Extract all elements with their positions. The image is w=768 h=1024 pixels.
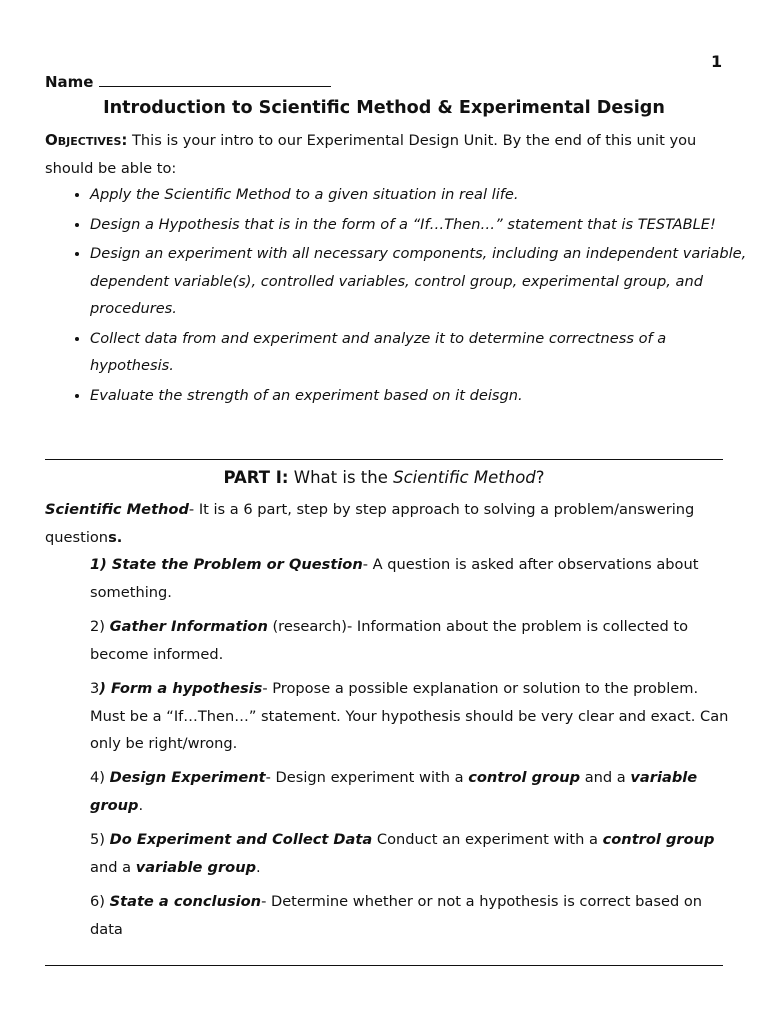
objective-item: • Collect data from and experiment and analyze it to determine correctness of a hypothesis.	[90, 325, 750, 380]
part-1-end: ?	[535, 468, 545, 487]
step-description: - Determine whether or not a hypothesis is correct based on data	[90, 893, 703, 938]
step-connector: and a	[90, 858, 136, 876]
step-number: 2)	[90, 618, 110, 635]
step-term: variable group	[90, 769, 698, 814]
step-description: - Propose a possible explanation or solution to the problem. Must be a “If…Then…” statement. Your hypothesis should be very clear and exact. Can only be right/wrong.	[90, 680, 729, 752]
page-number: 1	[711, 52, 723, 71]
step-5	[90, 826, 730, 881]
scientific-method-text: - It is a 6 part, step by step approach to solving a problem/answering question	[45, 501, 695, 546]
section-divider-bottom	[45, 965, 723, 966]
step-2	[90, 613, 730, 668]
step-title: 1) State the Problem or Question	[90, 556, 363, 573]
step-title: Gather Information	[109, 618, 268, 635]
objective-item: • Design an experiment with all necessary components, including an independent variable, dependent variable(s), controlled variables, control group, experimental group, and procedures.	[90, 240, 750, 323]
scientific-method-term: Scientific Method	[45, 501, 189, 518]
part-1-label: PART I:	[223, 468, 289, 487]
scientific-method-definition	[45, 496, 735, 551]
step-connector: and a	[580, 769, 631, 786]
step-description: (research)- Information about the problem is collected to become informed.	[90, 618, 688, 663]
objective-item: • Apply the Scientific Method to a given situation in real life.	[90, 181, 750, 209]
objectives-intro-text: This is your intro to our Experimental Design Unit. By the end of this unit you should be able to:	[45, 132, 697, 177]
step-end: .	[138, 796, 144, 814]
step-description: - A question is asked after observations about something.	[90, 556, 699, 601]
objectives-label: Objectives:	[45, 131, 128, 149]
name-field	[45, 72, 331, 91]
step-term: control group	[602, 831, 715, 848]
step-end: .	[256, 858, 261, 876]
objectives-intro	[45, 126, 735, 183]
step-number: 4)	[90, 769, 110, 786]
step-number: 6)	[90, 893, 110, 910]
part-1-italic: Scientific Method	[393, 468, 536, 487]
name-label: Name	[45, 73, 94, 91]
step-term: variable group	[135, 858, 257, 876]
name-blank-line	[99, 72, 331, 87]
objectives-list	[68, 181, 750, 411]
document-title: Introduction to Scientific Method & Experimental Design	[103, 98, 665, 118]
step-title: State a conclusion	[109, 893, 262, 910]
step-term: control group	[468, 769, 581, 786]
step-number: 5)	[90, 831, 110, 848]
step-title: Design Experiment	[109, 769, 266, 786]
step-title: Do Experiment and Collect Data	[109, 831, 373, 848]
step-1	[90, 551, 730, 606]
step-description: - Design experiment with a	[265, 769, 469, 786]
step-number: 3	[90, 680, 100, 697]
step-6	[90, 888, 730, 943]
objective-item: • Design a Hypothesis that is in the form of a “If…Then…” statement that is TESTABLE!	[90, 211, 750, 239]
part-1-text: What is the	[288, 468, 394, 487]
step-4	[90, 764, 730, 819]
section-divider-top	[45, 459, 723, 460]
step-description: Conduct an experiment with a	[372, 831, 603, 848]
scientific-method-tail: s.	[108, 528, 123, 546]
step-title: ) Form a hypothesis	[99, 680, 263, 697]
step-3	[90, 675, 730, 758]
part-1-heading	[0, 468, 768, 487]
objective-item: • Evaluate the strength of an experiment based on it deisgn.	[90, 382, 750, 410]
